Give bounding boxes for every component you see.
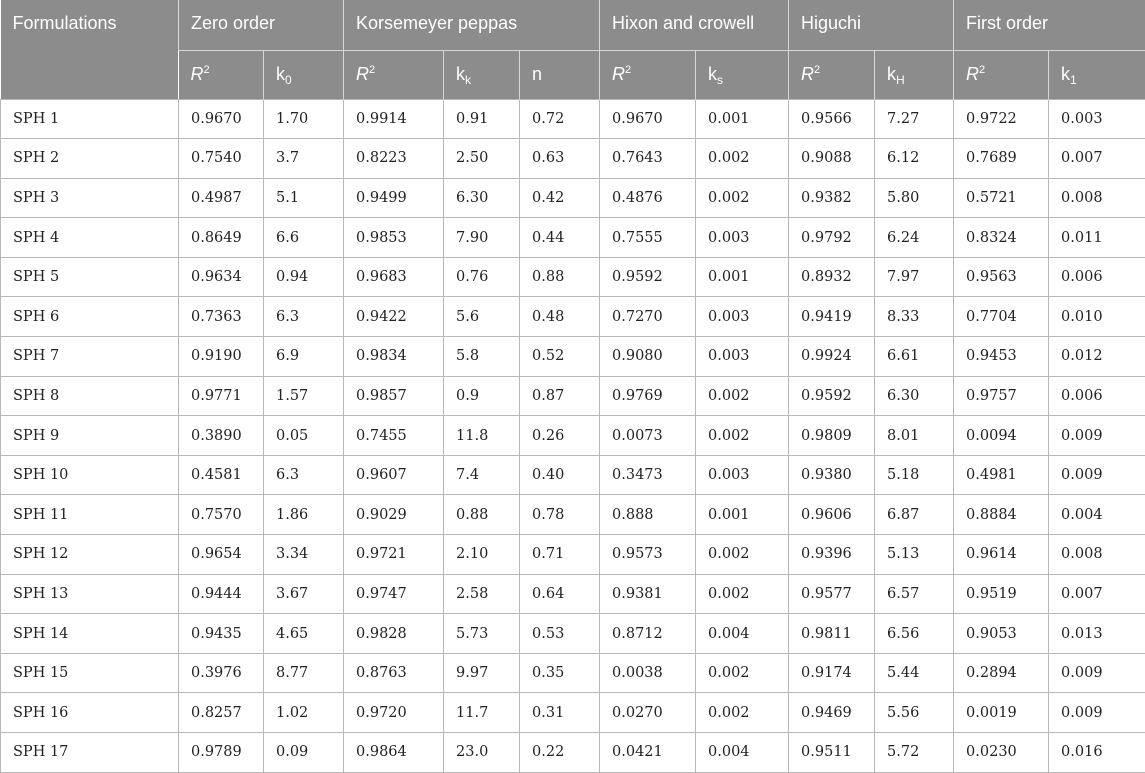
hixon-ks-cell: 0.002: [696, 416, 789, 456]
first-order-r2-cell: 0.9453: [954, 337, 1049, 377]
first-order-r2-cell: 0.9757: [954, 376, 1049, 416]
peppas-n-cell: 0.31: [520, 693, 600, 733]
formulation-cell: SPH 3: [1, 178, 179, 218]
formulation-cell: SPH 10: [1, 455, 179, 495]
table-row: [1, 218, 1145, 258]
peppas-kk-cell: 7.4: [444, 455, 520, 495]
higuchi-kh-cell: 5.56: [875, 693, 954, 733]
zero-order-k0-cell: 8.77: [264, 653, 344, 693]
zero-order-r2-cell: 0.9789: [179, 733, 264, 773]
peppas-kk-cell: 2.10: [444, 535, 520, 575]
higuchi-r2-cell: 0.9088: [789, 139, 875, 179]
first-order-r2-cell: 0.2894: [954, 653, 1049, 693]
zero-order-r2-header: $R^2$: [179, 50, 264, 99]
hixon-ks-cell: 0.002: [696, 139, 789, 179]
first-order-r2-cell: 0.0019: [954, 693, 1049, 733]
hixon-crowell-header: Hixon and crowell: [600, 0, 789, 50]
zero-order-r2-cell: 0.7363: [179, 297, 264, 337]
table-row: [1, 653, 1145, 693]
higuchi-r2-cell: 0.9174: [789, 653, 875, 693]
hixon-ks-header: $k_s$: [696, 50, 789, 99]
peppas-kk-cell: 2.58: [444, 574, 520, 614]
peppas-n-cell: 0.35: [520, 653, 600, 693]
table-row: [1, 297, 1145, 337]
zero-order-k0-header: $k_0$: [264, 50, 344, 99]
first-order-k1-cell: 0.012: [1049, 337, 1145, 377]
zero-order-header: Zero order: [179, 0, 344, 50]
hixon-r2-cell: 0.9080: [600, 337, 696, 377]
zero-order-k0-cell: 5.1: [264, 178, 344, 218]
hixon-r2-cell: 0.9670: [600, 99, 696, 139]
zero-order-k0-cell: 6.6: [264, 218, 344, 258]
hixon-ks-cell: 0.004: [696, 614, 789, 654]
higuchi-r2-cell: 0.9396: [789, 535, 875, 575]
peppas-r2-cell: 0.8223: [344, 139, 444, 179]
table-row: [1, 693, 1145, 733]
table-row: [1, 337, 1145, 377]
peppas-r2-cell: 0.8763: [344, 653, 444, 693]
peppas-r2-cell: 0.9747: [344, 574, 444, 614]
peppas-kk-cell: 7.90: [444, 218, 520, 258]
zero-order-k0-cell: 3.67: [264, 574, 344, 614]
formulation-cell: SPH 5: [1, 257, 179, 297]
peppas-r2-cell: 0.9914: [344, 99, 444, 139]
hixon-ks-cell: 0.003: [696, 455, 789, 495]
first-order-r2-cell: 0.9519: [954, 574, 1049, 614]
table-row: [1, 416, 1145, 456]
peppas-kk-cell: 0.91: [444, 99, 520, 139]
first-order-r2-header: $R^2$: [954, 50, 1049, 99]
peppas-r2-cell: 0.7455: [344, 416, 444, 456]
hixon-r2-cell: 0.9769: [600, 376, 696, 416]
higuchi-r2-cell: 0.9809: [789, 416, 875, 456]
first-order-r2-cell: 0.0230: [954, 733, 1049, 773]
zero-order-r2-cell: 0.9444: [179, 574, 264, 614]
zero-order-k0-cell: 0.09: [264, 733, 344, 773]
peppas-kk-cell: 11.7: [444, 693, 520, 733]
zero-order-r2-cell: 0.9190: [179, 337, 264, 377]
higuchi-kh-cell: 6.12: [875, 139, 954, 179]
table-row: [1, 376, 1145, 416]
first-order-r2-cell: 0.5721: [954, 178, 1049, 218]
first-order-k1-cell: 0.006: [1049, 257, 1145, 297]
higuchi-r2-header: $R^2$: [789, 50, 875, 99]
peppas-r2-cell: 0.9422: [344, 297, 444, 337]
higuchi-kh-cell: 5.80: [875, 178, 954, 218]
peppas-kk-cell: 6.30: [444, 178, 520, 218]
first-order-r2-cell: 0.9563: [954, 257, 1049, 297]
higuchi-r2-cell: 0.9511: [789, 733, 875, 773]
peppas-kk-cell: 0.76: [444, 257, 520, 297]
higuchi-kh-cell: 7.97: [875, 257, 954, 297]
higuchi-r2-cell: 0.9382: [789, 178, 875, 218]
higuchi-kh-cell: 6.56: [875, 614, 954, 654]
zero-order-k0-cell: 0.94: [264, 257, 344, 297]
higuchi-r2-cell: 0.9469: [789, 693, 875, 733]
peppas-kk-cell: 23.0: [444, 733, 520, 773]
higuchi-r2-cell: 0.9577: [789, 574, 875, 614]
zero-order-r2-cell: 0.3976: [179, 653, 264, 693]
higuchi-r2-cell: 0.9924: [789, 337, 875, 377]
peppas-kk-cell: 5.73: [444, 614, 520, 654]
hixon-ks-cell: 0.001: [696, 99, 789, 139]
peppas-n-cell: 0.64: [520, 574, 600, 614]
formulation-cell: SPH 13: [1, 574, 179, 614]
hixon-ks-cell: 0.001: [696, 495, 789, 535]
zero-order-r2-cell: 0.9634: [179, 257, 264, 297]
table-row: [1, 178, 1145, 218]
first-order-k1-cell: 0.009: [1049, 693, 1145, 733]
peppas-n-cell: 0.72: [520, 99, 600, 139]
hixon-ks-cell: 0.002: [696, 653, 789, 693]
zero-order-r2-cell: 0.4581: [179, 455, 264, 495]
formulation-cell: SPH 17: [1, 733, 179, 773]
table-row: [1, 614, 1145, 654]
hixon-r2-cell: 0.7643: [600, 139, 696, 179]
hixon-r2-cell: 0.9381: [600, 574, 696, 614]
higuchi-r2-cell: 0.9592: [789, 376, 875, 416]
zero-order-r2-cell: 0.9435: [179, 614, 264, 654]
peppas-n-header: n: [520, 50, 600, 99]
higuchi-kh-cell: 6.30: [875, 376, 954, 416]
peppas-r2-cell: 0.9834: [344, 337, 444, 377]
higuchi-r2-cell: 0.8932: [789, 257, 875, 297]
higuchi-r2-cell: 0.9419: [789, 297, 875, 337]
formulation-cell: SPH 7: [1, 337, 179, 377]
table-row: [1, 535, 1145, 575]
zero-order-k0-cell: 1.02: [264, 693, 344, 733]
first-order-k1-cell: 0.009: [1049, 653, 1145, 693]
formulation-cell: SPH 2: [1, 139, 179, 179]
zero-order-r2-cell: 0.8649: [179, 218, 264, 258]
first-order-k1-header: $k_1$: [1049, 50, 1145, 99]
first-order-k1-cell: 0.006: [1049, 376, 1145, 416]
first-order-r2-cell: 0.9053: [954, 614, 1049, 654]
hixon-r2-cell: 0.7270: [600, 297, 696, 337]
peppas-n-cell: 0.88: [520, 257, 600, 297]
first-order-r2-cell: 0.7689: [954, 139, 1049, 179]
higuchi-kh-cell: 8.33: [875, 297, 954, 337]
formulation-cell: SPH 8: [1, 376, 179, 416]
zero-order-k0-cell: 1.70: [264, 99, 344, 139]
first-order-k1-cell: 0.011: [1049, 218, 1145, 258]
zero-order-k0-cell: 1.57: [264, 376, 344, 416]
peppas-n-cell: 0.71: [520, 535, 600, 575]
higuchi-kh-cell: 8.01: [875, 416, 954, 456]
zero-order-r2-cell: 0.7540: [179, 139, 264, 179]
table-row: [1, 139, 1145, 179]
higuchi-r2-cell: 0.9606: [789, 495, 875, 535]
peppas-n-cell: 0.87: [520, 376, 600, 416]
hixon-r2-cell: 0.0038: [600, 653, 696, 693]
higuchi-r2-cell: 0.9792: [789, 218, 875, 258]
first-order-k1-cell: 0.008: [1049, 535, 1145, 575]
zero-order-r2-cell: 0.3890: [179, 416, 264, 456]
hixon-ks-cell: 0.003: [696, 297, 789, 337]
formulation-cell: SPH 14: [1, 614, 179, 654]
hixon-ks-cell: 0.002: [696, 574, 789, 614]
zero-order-r2-cell: 0.4987: [179, 178, 264, 218]
first-order-r2-cell: 0.9722: [954, 99, 1049, 139]
peppas-n-cell: 0.53: [520, 614, 600, 654]
formulation-cell: SPH 15: [1, 653, 179, 693]
formulation-cell: SPH 6: [1, 297, 179, 337]
higuchi-r2-cell: 0.9380: [789, 455, 875, 495]
hixon-ks-cell: 0.002: [696, 535, 789, 575]
zero-order-k0-cell: 6.9: [264, 337, 344, 377]
peppas-r2-cell: 0.9828: [344, 614, 444, 654]
first-order-k1-cell: 0.004: [1049, 495, 1145, 535]
zero-order-k0-cell: 4.65: [264, 614, 344, 654]
first-order-r2-cell: 0.0094: [954, 416, 1049, 456]
higuchi-kh-cell: 6.24: [875, 218, 954, 258]
hixon-ks-cell: 0.002: [696, 376, 789, 416]
peppas-n-cell: 0.40: [520, 455, 600, 495]
zero-order-k0-cell: 0.05: [264, 416, 344, 456]
peppas-r2-cell: 0.9853: [344, 218, 444, 258]
first-order-header: First order: [954, 0, 1145, 50]
higuchi-kh-cell: 5.72: [875, 733, 954, 773]
formulation-cell: SPH 4: [1, 218, 179, 258]
higuchi-kh-header: $k_H$: [875, 50, 954, 99]
hixon-r2-cell: 0.0270: [600, 693, 696, 733]
table-row: [1, 574, 1145, 614]
hixon-r2-cell: 0.888: [600, 495, 696, 535]
header-group-row: [1, 0, 1145, 50]
higuchi-kh-cell: 6.87: [875, 495, 954, 535]
peppas-n-cell: 0.52: [520, 337, 600, 377]
formulation-cell: SPH 1: [1, 99, 179, 139]
peppas-kk-cell: 5.8: [444, 337, 520, 377]
peppas-n-cell: 0.78: [520, 495, 600, 535]
peppas-kk-cell: 5.6: [444, 297, 520, 337]
first-order-r2-cell: 0.7704: [954, 297, 1049, 337]
zero-order-k0-cell: 6.3: [264, 297, 344, 337]
first-order-k1-cell: 0.009: [1049, 416, 1145, 456]
hixon-r2-cell: 0.9592: [600, 257, 696, 297]
first-order-k1-cell: 0.016: [1049, 733, 1145, 773]
hixon-ks-cell: 0.003: [696, 218, 789, 258]
peppas-r2-cell: 0.9607: [344, 455, 444, 495]
table-header: [1, 0, 1145, 99]
higuchi-kh-cell: 5.44: [875, 653, 954, 693]
first-order-r2-cell: 0.8324: [954, 218, 1049, 258]
first-order-r2-cell: 0.8884: [954, 495, 1049, 535]
hixon-r2-cell: 0.7555: [600, 218, 696, 258]
higuchi-header: Higuchi: [789, 0, 954, 50]
hixon-r2-cell: 0.4876: [600, 178, 696, 218]
korsemeyer-peppas-header: Korsemeyer peppas: [344, 0, 600, 50]
zero-order-k0-cell: 3.7: [264, 139, 344, 179]
zero-order-r2-cell: 0.8257: [179, 693, 264, 733]
peppas-n-cell: 0.44: [520, 218, 600, 258]
first-order-r2-cell: 0.4981: [954, 455, 1049, 495]
higuchi-kh-cell: 5.13: [875, 535, 954, 575]
peppas-kk-cell: 0.9: [444, 376, 520, 416]
hixon-ks-cell: 0.002: [696, 693, 789, 733]
zero-order-k0-cell: 1.86: [264, 495, 344, 535]
higuchi-kh-cell: 7.27: [875, 99, 954, 139]
table-row: [1, 733, 1145, 773]
peppas-n-cell: 0.48: [520, 297, 600, 337]
first-order-k1-cell: 0.009: [1049, 455, 1145, 495]
higuchi-kh-cell: 6.57: [875, 574, 954, 614]
first-order-k1-cell: 0.008: [1049, 178, 1145, 218]
higuchi-kh-cell: 5.18: [875, 455, 954, 495]
zero-order-k0-cell: 3.34: [264, 535, 344, 575]
zero-order-r2-cell: 0.9771: [179, 376, 264, 416]
hixon-r2-cell: 0.3473: [600, 455, 696, 495]
hixon-r2-cell: 0.9573: [600, 535, 696, 575]
peppas-kk-header: $k_k$: [444, 50, 520, 99]
higuchi-r2-cell: 0.9566: [789, 99, 875, 139]
peppas-r2-cell: 0.9499: [344, 178, 444, 218]
first-order-k1-cell: 0.013: [1049, 614, 1145, 654]
formulation-cell: SPH 11: [1, 495, 179, 535]
peppas-r2-cell: 0.9857: [344, 376, 444, 416]
peppas-kk-cell: 9.97: [444, 653, 520, 693]
peppas-r2-cell: 0.9683: [344, 257, 444, 297]
peppas-kk-cell: 2.50: [444, 139, 520, 179]
hixon-ks-cell: 0.003: [696, 337, 789, 377]
zero-order-r2-cell: 0.9670: [179, 99, 264, 139]
table-row: [1, 455, 1145, 495]
hixon-ks-cell: 0.001: [696, 257, 789, 297]
hixon-ks-cell: 0.004: [696, 733, 789, 773]
first-order-k1-cell: 0.007: [1049, 574, 1145, 614]
higuchi-r2-cell: 0.9811: [789, 614, 875, 654]
first-order-k1-cell: 0.007: [1049, 139, 1145, 179]
hixon-r2-cell: 0.8712: [600, 614, 696, 654]
peppas-kk-cell: 0.88: [444, 495, 520, 535]
peppas-r2-header: $R^2$: [344, 50, 444, 99]
hixon-ks-cell: 0.002: [696, 178, 789, 218]
peppas-n-cell: 0.42: [520, 178, 600, 218]
peppas-n-cell: 0.63: [520, 139, 600, 179]
table-body: [1, 99, 1145, 772]
peppas-r2-cell: 0.9721: [344, 535, 444, 575]
peppas-r2-cell: 0.9029: [344, 495, 444, 535]
hixon-r2-cell: 0.0421: [600, 733, 696, 773]
table-row: [1, 99, 1145, 139]
formulations-header: Formulations: [1, 0, 179, 99]
first-order-r2-cell: 0.9614: [954, 535, 1049, 575]
zero-order-r2-cell: 0.7570: [179, 495, 264, 535]
peppas-r2-cell: 0.9864: [344, 733, 444, 773]
table-row: [1, 257, 1145, 297]
formulation-cell: SPH 12: [1, 535, 179, 575]
first-order-k1-cell: 0.003: [1049, 99, 1145, 139]
peppas-r2-cell: 0.9720: [344, 693, 444, 733]
table-row: [1, 495, 1145, 535]
peppas-kk-cell: 11.8: [444, 416, 520, 456]
formulation-cell: SPH 9: [1, 416, 179, 456]
zero-order-k0-cell: 6.3: [264, 455, 344, 495]
formulation-cell: SPH 16: [1, 693, 179, 733]
first-order-k1-cell: 0.010: [1049, 297, 1145, 337]
hixon-r2-header: $R^2$: [600, 50, 696, 99]
peppas-n-cell: 0.22: [520, 733, 600, 773]
peppas-n-cell: 0.26: [520, 416, 600, 456]
hixon-r2-cell: 0.0073: [600, 416, 696, 456]
zero-order-r2-cell: 0.9654: [179, 535, 264, 575]
higuchi-kh-cell: 6.61: [875, 337, 954, 377]
